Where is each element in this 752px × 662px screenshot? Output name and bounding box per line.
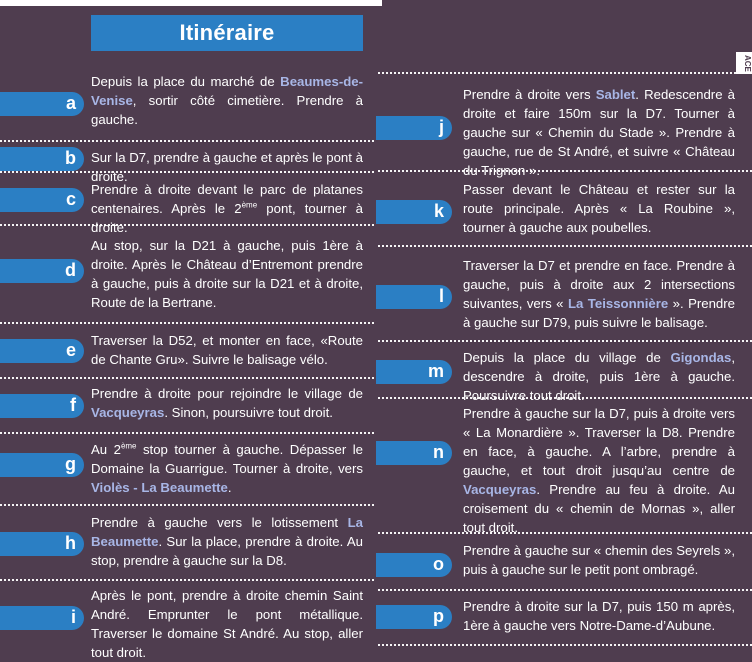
- step-instruction: [463, 180, 735, 237]
- place-name: Vacqueyras: [91, 405, 165, 420]
- step-letter-badge: m: [376, 360, 452, 384]
- instruction-text: Prendre à droite devant le parc de platanes centenaires. Après le 2: [91, 182, 363, 216]
- instruction-text: , descendre à droite, puis 1ère à gauche. Poursuivre tout droit.: [463, 350, 735, 403]
- step-letter-badge: p: [376, 605, 452, 629]
- dotted-separator: [0, 140, 374, 142]
- step-instruction: [91, 72, 363, 129]
- dotted-separator: [0, 224, 374, 226]
- step-instruction: [91, 513, 363, 570]
- right-steps-column: [376, 0, 752, 651]
- instruction-text: Traverser la D7 et prendre en face. Prendre à gauche, puis à droite aux 2 intersections suivantes, vers «: [463, 258, 735, 311]
- dotted-separator: [378, 245, 752, 247]
- instruction-text: Traverser la D52, et monter en face, «Route de Chante Gru». Suivre le balisage vélo.: [91, 333, 363, 367]
- step-instruction: [463, 541, 735, 579]
- place-name: La Beaumette: [91, 515, 363, 549]
- step-instruction: [463, 404, 735, 537]
- step-letter-badge: f: [0, 394, 84, 418]
- step-letter-badge: b: [0, 147, 84, 171]
- page-title: Itinéraire: [91, 15, 363, 51]
- dotted-separator: [378, 589, 752, 591]
- dotted-separator: [378, 170, 752, 172]
- step-letter-badge: i: [0, 606, 84, 630]
- step-instruction: [463, 85, 735, 180]
- instruction-text: Prendre à droite vers: [463, 87, 596, 102]
- place-name: Beaumes-de-Venise: [91, 74, 363, 108]
- left-steps-column: [0, 0, 376, 660]
- instruction-text: Passer devant le Château et rester sur la route principale. Après « La Roubine », tourner à gauche aux poubelles.: [463, 182, 735, 235]
- step-letter-badge: k: [376, 200, 452, 224]
- place-name: Sablet: [595, 87, 636, 102]
- dotted-separator: [378, 340, 752, 342]
- dotted-separator: [0, 322, 374, 324]
- instruction-text: . Redescendre à droite et faire 150m sur la D7. Tourner à gauche sur « Chemin du Stade ». Prendre à gauche, rue de St André, et suivre « Château du Trignon ».: [463, 87, 735, 178]
- step-letter-badge: h: [0, 532, 84, 556]
- instruction-text: .: [227, 480, 232, 495]
- instruction-text: Prendre à gauche vers le lotissement: [91, 515, 348, 530]
- instruction-text: Sur la D7, prendre à gauche et après le pont à droite.: [91, 150, 363, 184]
- step-letter-badge: c: [0, 188, 84, 212]
- step-instruction: [463, 256, 735, 332]
- instruction-text: . Sur la place, prendre à droite. Au stop, prendre à gauche sur la D8.: [91, 534, 363, 568]
- dotted-separator: [0, 579, 374, 581]
- place-name: Gigondas: [670, 350, 732, 365]
- instruction-text: Après le pont, prendre à droite chemin Saint André. Emprunter le pont métallique. Traverser le domaine St André. Au stop, aller tout droit.: [91, 588, 363, 660]
- instruction-text: ème: [120, 441, 137, 451]
- instruction-text: . Sinon, poursuivre tout droit.: [164, 405, 333, 420]
- dotted-separator: [0, 504, 374, 506]
- dotted-separator: [378, 72, 752, 74]
- step-instruction: [91, 440, 363, 497]
- instruction-text: Depuis la place du village de: [463, 350, 671, 365]
- side-tab-label: ACE: [736, 52, 752, 74]
- instruction-text: stop tourner à gauche. Dépasser le Domaine la Guarrigue. Tourner à droite, vers: [91, 442, 363, 476]
- step-instruction: [91, 180, 363, 237]
- step-letter-badge: a: [0, 92, 84, 116]
- step-letter-badge: o: [376, 553, 452, 577]
- instruction-text: Depuis la place du marché de: [91, 74, 281, 89]
- step-letter-badge: j: [376, 116, 452, 140]
- place-name: Vacqueyras: [463, 482, 537, 497]
- step-instruction: [463, 597, 735, 635]
- instruction-text: ». Prendre à gauche sur D79, puis suivre le balisage.: [463, 296, 735, 330]
- dotted-separator: [0, 171, 374, 173]
- instruction-text: Prendre à droite sur la D7, puis 150 m après, 1ère à gauche vers Notre-Dame-d’Aubune.: [463, 599, 735, 633]
- instruction-text: Prendre à gauche sur la D7, puis à droite vers « La Monardière ». Traverser la D8. Prendre en face, à gauche. A l’arbre, prendre à gauche, et tout droit jusqu’au centre de: [463, 406, 735, 478]
- place-name: La Teissonnière: [567, 296, 669, 311]
- instruction-text: ème: [241, 200, 258, 210]
- dotted-separator: [378, 644, 752, 646]
- step-letter-badge: g: [0, 453, 84, 477]
- instruction-text: pont, tourner à droite.: [91, 201, 363, 235]
- dotted-separator: [0, 432, 374, 434]
- instruction-text: Prendre à gauche sur « chemin des Seyrels », puis à gauche sur le petit pont ombragé.: [463, 543, 735, 577]
- place-name: Violès - La Beaumette: [91, 480, 228, 495]
- dotted-separator: [378, 532, 752, 534]
- instruction-text: Au 2: [91, 442, 121, 457]
- dotted-separator: [0, 377, 374, 379]
- step-instruction: [91, 384, 363, 422]
- step-letter-badge: n: [376, 441, 452, 465]
- step-letter-badge: d: [0, 259, 84, 283]
- step-letter-badge: e: [0, 339, 84, 363]
- step-instruction: [91, 236, 363, 312]
- instruction-text: Prendre à droite pour rejoindre le village de: [91, 386, 363, 401]
- instruction-text: . Prendre au feu à droite. Au croisement du « chemin de Mornas », aller tout droit.: [463, 482, 735, 535]
- step-instruction: [91, 331, 363, 369]
- instruction-text: Au stop, sur la D21 à gauche, puis 1ère à droite. Après le Château d’Entremont prendre à gauche, puis à droite sur la D21 et à droite, Route de la Bertrane.: [91, 238, 363, 310]
- step-letter-badge: l: [376, 285, 452, 309]
- dotted-separator: [378, 397, 752, 399]
- instruction-text: , sortir côté cimetière. Prendre à gauche.: [91, 93, 363, 127]
